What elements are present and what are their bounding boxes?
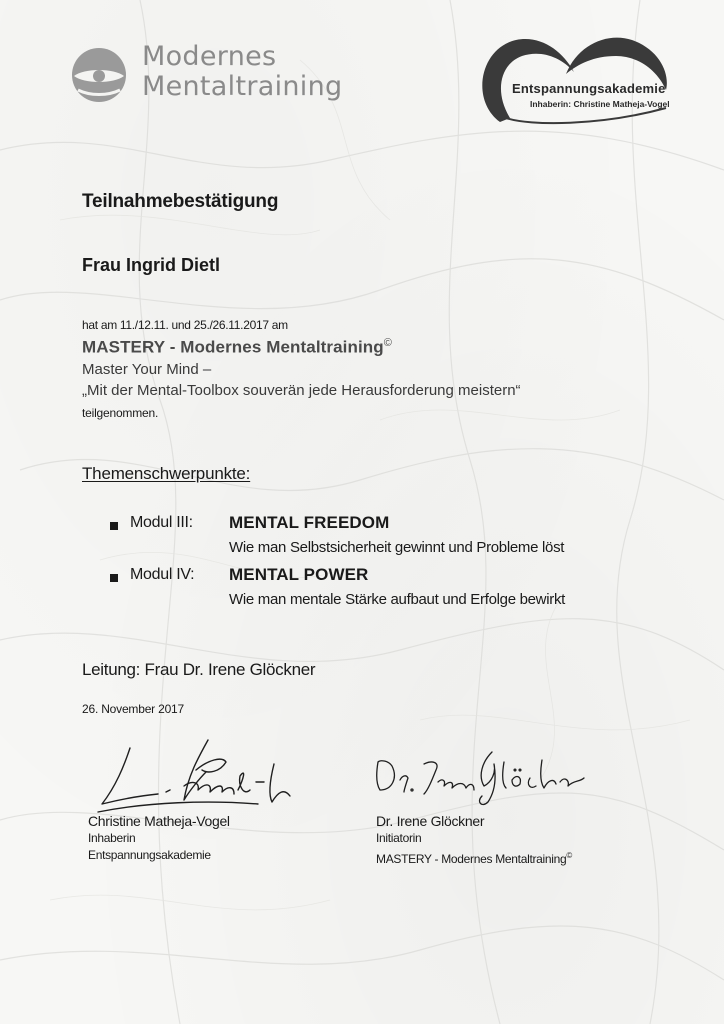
issue-date: 26. November 2017 — [82, 702, 184, 716]
academy-name: Entspannungsakademie — [512, 81, 666, 96]
modernes-mentaltraining-logo — [70, 40, 350, 110]
signer-left — [88, 812, 348, 864]
signature-matheja-vogel — [88, 730, 298, 815]
course-name-text: MASTERY - Modernes Mentaltraining — [82, 337, 384, 357]
signer-name: Dr. Irene Glöckner — [376, 813, 485, 829]
recipient-name: Frau Ingrid Dietl — [82, 255, 221, 275]
mental-eye-logo-icon — [70, 46, 128, 104]
module-label: Modul IV: — [130, 566, 195, 583]
logo-line-1: Modernes — [142, 41, 277, 72]
course-quote: „Mit der Mental-Toolbox souverän jede Herausforderung meistern“ — [82, 382, 521, 399]
module-name: MENTAL FREEDOM — [229, 513, 390, 532]
logo-line-2: Mentaltraining — [142, 71, 343, 102]
module-item — [110, 514, 670, 564]
module-description: Wie man mentale Stärke aufbaut und Erfolge bewirkt — [229, 591, 566, 608]
double-arc-logo-icon — [470, 30, 680, 125]
course-dates: hat am 11./12.11. und 25./26.11.2017 am — [82, 318, 288, 332]
signer-role: Inhaberin — [88, 831, 136, 845]
module-item — [110, 566, 670, 616]
course-lead: Leitung: Frau Dr. Irene Glöckner — [82, 660, 316, 679]
academy-owner: Inhaberin: Christine Matheja-Vogel — [530, 99, 670, 109]
signature-gloeckner — [370, 742, 590, 812]
signer-right — [376, 812, 636, 868]
module-name: MENTAL POWER — [229, 565, 369, 584]
entspannungsakademie-logo — [470, 30, 680, 125]
signer-org: Entspannungsakademie — [88, 848, 211, 862]
participated-text: teilgenommen. — [82, 406, 159, 420]
module-description: Wie man Selbstsicherheit gewinnt und Probleme löst — [229, 539, 565, 556]
signer-org-text: MASTERY - Modernes Mentaltraining — [376, 852, 567, 866]
copyright-mark: © — [566, 851, 573, 860]
course-name — [82, 337, 392, 358]
signer-role: Initiatorin — [376, 831, 422, 845]
square-bullet-icon — [110, 522, 118, 530]
logo-wordmark — [142, 42, 342, 102]
signer-org — [376, 847, 636, 868]
topics-heading: Themenschwerpunkte: — [82, 464, 251, 483]
copyright-mark: © — [383, 337, 392, 349]
signer-name: Christine Matheja-Vogel — [88, 813, 230, 829]
course-subtitle: Master Your Mind – — [82, 361, 212, 378]
certificate-title: Teilnahmebestätigung — [82, 191, 279, 212]
square-bullet-icon — [110, 574, 118, 582]
module-label: Modul III: — [130, 514, 193, 531]
